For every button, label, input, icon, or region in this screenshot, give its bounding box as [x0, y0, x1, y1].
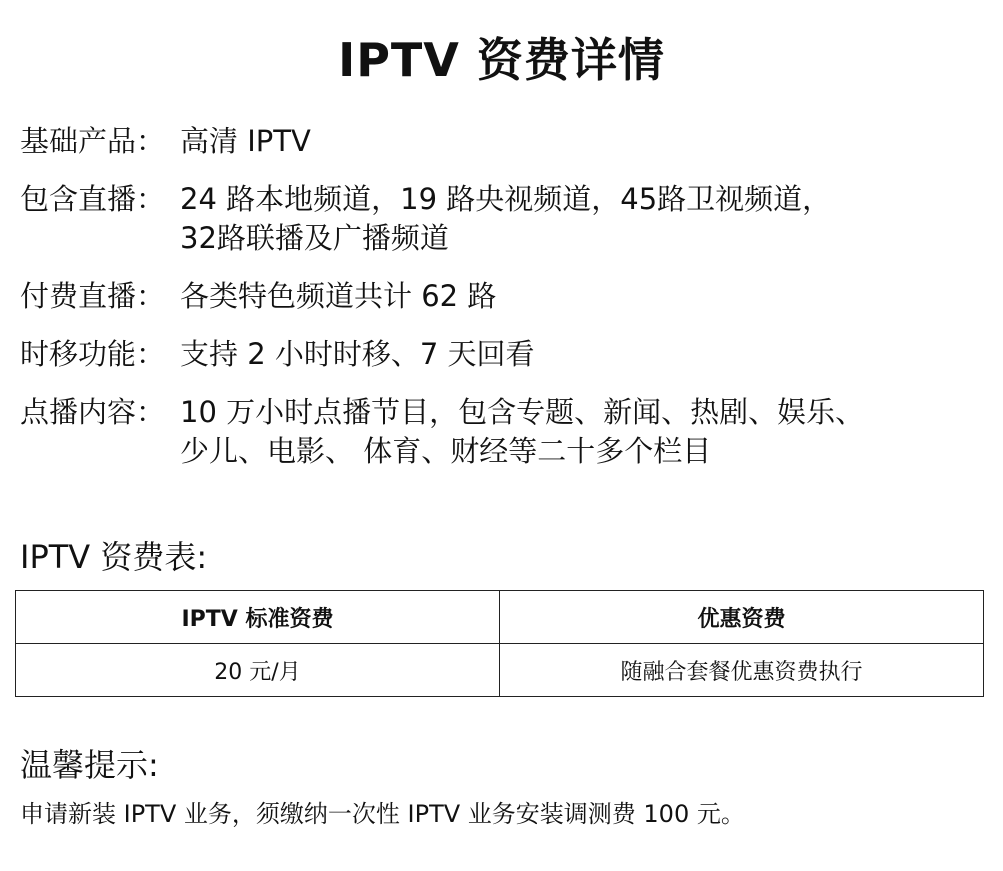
feature-value-line: 32路联播及广播频道: [180, 221, 449, 255]
feature-value: [180, 277, 980, 316]
table-header-standard-fee: IPTV 标准资费: [16, 591, 500, 644]
fee-table-heading: IPTV 资费表:: [20, 538, 208, 576]
feature-value: [180, 122, 980, 161]
feature-value-line: 各类特色频道共计 62 路: [180, 279, 497, 313]
fee-table: [15, 590, 984, 697]
feature-label: 付费直播：: [20, 279, 166, 313]
feature-label: 基础产品：: [20, 124, 166, 158]
table-cell-standard-fee: 20 元/月: [16, 644, 500, 697]
feature-item-live-channels: [20, 180, 980, 258]
tips-heading: 温馨提示:: [20, 746, 159, 784]
table-row: [16, 644, 984, 697]
feature-value-line: 高清 IPTV: [180, 124, 311, 158]
feature-item-paid-live: [20, 277, 980, 316]
page-title: IPTV 资费详情: [338, 33, 665, 87]
feature-value: [180, 335, 980, 374]
feature-label: 点播内容：: [20, 395, 166, 429]
feature-value-line: 10 万小时点播节目，包含专题、新闻、热剧、娱乐、: [180, 395, 865, 429]
table-cell-discount-fee: 随融合套餐优惠资费执行: [500, 644, 984, 697]
feature-item-vod-content: [20, 393, 980, 471]
feature-list: [20, 122, 980, 490]
feature-value: [180, 393, 980, 471]
feature-label: 时移功能：: [20, 337, 166, 371]
feature-item-basic-product: [20, 122, 980, 161]
feature-value-line: 支持 2 小时时移、7 天回看: [180, 337, 535, 371]
table-header-discount-fee: 优惠资费: [500, 591, 984, 644]
feature-item-timeshift: [20, 335, 980, 374]
tips-text: 申请新装 IPTV 业务，须缴纳一次性 IPTV 业务安装调测费 100 元。: [20, 800, 745, 828]
feature-value-line: 24 路本地频道，19 路央视频道，45路卫视频道，: [180, 182, 832, 216]
feature-label: 包含直播：: [20, 182, 166, 216]
table-header-row: [16, 591, 984, 644]
feature-value: [180, 180, 980, 258]
feature-value-line: 少儿、电影、 体育、财经等二十多个栏目: [180, 434, 712, 468]
